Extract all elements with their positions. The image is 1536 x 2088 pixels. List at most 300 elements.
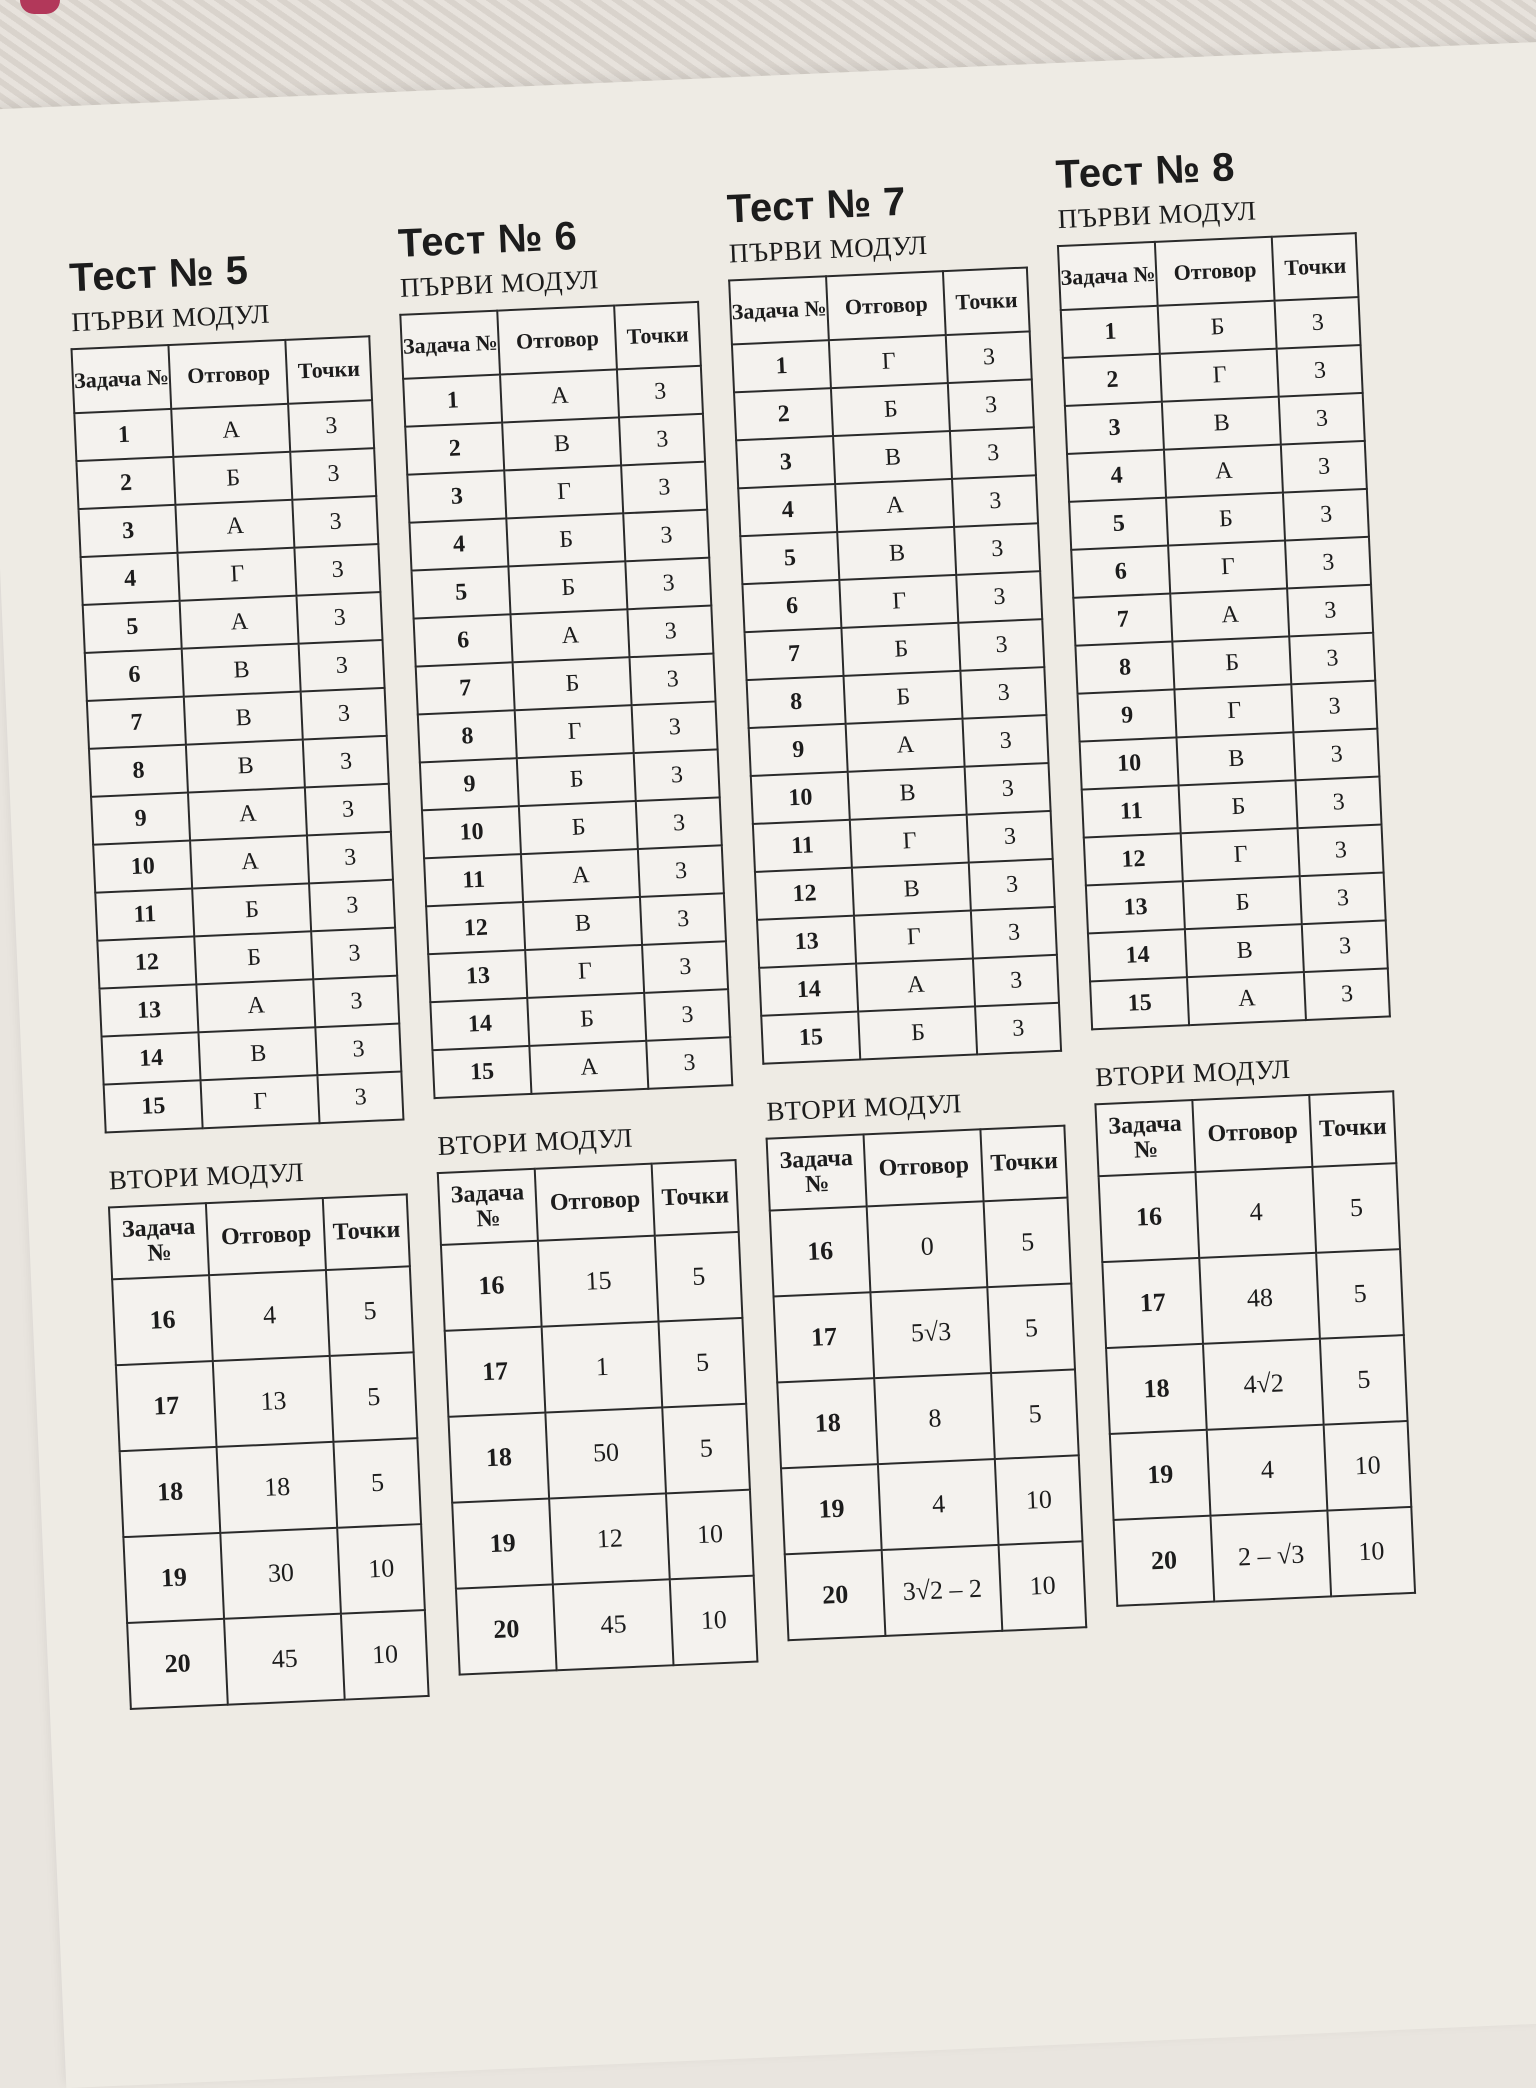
cell-points: 3: [299, 640, 385, 692]
cell-task-number: 20: [785, 1550, 886, 1640]
cell-answer: 4: [1207, 1425, 1328, 1516]
table-row: [127, 1610, 428, 1709]
module-label: ПЪРВИ МОДУЛ: [1057, 195, 1257, 235]
cell-answer: А: [188, 787, 307, 840]
cell-answer: В: [1177, 732, 1296, 785]
header-answer: Отговор: [826, 271, 946, 340]
cell-answer: Г: [854, 911, 973, 964]
cell-task-number: 8: [747, 676, 846, 728]
cell-points: 3: [632, 701, 718, 753]
cell-points: 5: [1320, 1335, 1407, 1425]
header-answer: Отговор: [864, 1129, 984, 1206]
cell-points: 3: [640, 893, 726, 945]
cell-task-number: 3: [407, 470, 506, 522]
cell-task-number: 10: [1080, 737, 1179, 789]
cell-task-number: 7: [416, 662, 515, 714]
cell-task-number: 18: [120, 1447, 221, 1537]
cell-answer: Г: [201, 1075, 320, 1128]
cell-points: 3: [289, 400, 375, 452]
cell-task-number: 6: [85, 649, 184, 701]
header-task: Задача №: [72, 345, 172, 413]
cell-answer: А: [197, 979, 316, 1032]
cell-answer: В: [199, 1027, 318, 1080]
cell-task-number: 12: [755, 868, 854, 920]
cell-points: 3: [961, 667, 1047, 719]
table-row: [452, 1490, 753, 1589]
cell-answer: Б: [509, 561, 628, 614]
cell-answer: Б: [1166, 493, 1285, 546]
cell-answer: 3√2 – 2: [882, 1545, 1003, 1636]
cell-points: 3: [973, 955, 1059, 1007]
cell-answer: В: [186, 739, 305, 792]
header-task: Задача №: [1058, 242, 1158, 310]
cell-points: 5: [326, 1266, 413, 1356]
cell-answer: В: [523, 897, 642, 950]
cell-task-number: 7: [745, 628, 844, 680]
cell-task-number: 2: [76, 457, 175, 509]
table-header-row: [438, 1160, 739, 1245]
cell-points: 10: [341, 1610, 428, 1700]
header-task: Задача №: [109, 1203, 209, 1279]
answer-table: [728, 266, 1062, 1064]
cell-task-number: 11: [424, 854, 523, 906]
cell-points: 3: [620, 414, 706, 466]
cell-task-number: 19: [781, 1464, 882, 1554]
cell-task-number: 13: [99, 984, 198, 1036]
cell-answer: Г: [829, 335, 948, 388]
cell-task-number: 14: [430, 998, 529, 1050]
cell-task-number: 15: [432, 1046, 531, 1098]
cell-points: 5: [1313, 1163, 1400, 1253]
cell-task-number: 9: [749, 724, 848, 776]
table-header-row: [1095, 1091, 1396, 1176]
answer-table: [108, 1193, 430, 1710]
cell-task-number: 13: [1086, 881, 1185, 933]
table-row: [123, 1524, 424, 1623]
cell-points: 3: [307, 832, 393, 884]
cell-task-number: 4: [81, 553, 180, 605]
cell-points: 3: [1281, 441, 1367, 493]
cell-task-number: 6: [414, 614, 513, 666]
cell-points: 3: [1279, 393, 1365, 445]
cell-answer: Б: [1158, 301, 1277, 354]
cell-points: 3: [291, 448, 377, 500]
cell-answer: В: [833, 431, 952, 484]
cell-answer: Б: [858, 1006, 977, 1059]
cell-task-number: 2: [405, 423, 504, 475]
cell-answer: 13: [213, 1356, 334, 1447]
cell-answer: А: [530, 1041, 649, 1094]
cell-task-number: 12: [97, 936, 196, 988]
cell-task-number: 11: [95, 888, 194, 940]
test-title: Тест № 8: [1054, 145, 1236, 198]
table-header-row: [767, 1126, 1068, 1211]
module-label: ВТОРИ МОДУЛ: [1094, 1053, 1292, 1093]
cell-answer: А: [1171, 588, 1290, 641]
carpet-pattern: [20, 0, 60, 14]
cell-points: 3: [950, 427, 1036, 479]
cell-points: 10: [995, 1455, 1082, 1545]
cell-task-number: 4: [738, 484, 837, 536]
cell-points: 3: [297, 592, 383, 644]
header-task: Задача №: [438, 1169, 538, 1245]
cell-answer: А: [172, 404, 291, 457]
cell-task-number: 7: [1073, 594, 1172, 646]
header-points: Точки: [323, 1194, 410, 1270]
module-label: ПЪРВИ МОДУЛ: [399, 264, 600, 303]
header-points: Точки: [652, 1160, 739, 1236]
cell-task-number: 12: [1084, 833, 1183, 885]
cell-points: 3: [645, 989, 731, 1041]
cell-task-number: 10: [422, 806, 521, 858]
cell-points: 5: [334, 1438, 421, 1528]
test-title: Тест № 5: [68, 248, 250, 301]
cell-points: 3: [948, 379, 1034, 431]
cell-answer: А: [835, 479, 954, 532]
cell-answer: 4√2: [1203, 1339, 1324, 1430]
cell-points: 3: [626, 558, 712, 610]
cell-answer: Г: [515, 705, 634, 758]
cell-points: 10: [1328, 1507, 1415, 1597]
cell-points: 3: [638, 845, 724, 897]
cell-points: 3: [312, 928, 398, 980]
table-row: [448, 1404, 749, 1503]
cell-points: 3: [971, 907, 1057, 959]
cell-task-number: 9: [420, 758, 519, 810]
cell-answer: Б: [831, 383, 950, 436]
cell-task-number: 18: [1106, 1344, 1207, 1434]
cell-answer: Б: [528, 993, 647, 1046]
cell-answer: 12: [549, 1493, 670, 1584]
cell-task-number: 13: [757, 916, 856, 968]
cell-answer: А: [176, 500, 295, 553]
cell-answer: Б: [1173, 636, 1292, 689]
cell-task-number: 16: [112, 1275, 213, 1365]
cell-answer: 8: [874, 1373, 995, 1464]
cell-points: 5: [984, 1198, 1071, 1288]
cell-answer: А: [1164, 445, 1283, 498]
table-row: [120, 1438, 421, 1537]
cell-task-number: 1: [74, 409, 173, 461]
cell-points: 5: [659, 1318, 746, 1408]
table-row: [781, 1455, 1082, 1554]
cell-answer: А: [856, 958, 975, 1011]
cell-task-number: 5: [83, 601, 182, 653]
cell-task-number: 5: [740, 532, 839, 584]
cell-task-number: 8: [418, 710, 517, 762]
table-row: [774, 1284, 1075, 1383]
cell-points: 3: [967, 811, 1053, 863]
answer-table: [399, 301, 733, 1099]
table-row: [770, 1198, 1071, 1297]
cell-points: 3: [295, 544, 381, 596]
cell-task-number: 17: [445, 1327, 546, 1417]
cell-answer: Б: [513, 657, 632, 710]
cell-task-number: 14: [759, 964, 858, 1016]
header-task: Задача №: [729, 276, 829, 344]
cell-points: 3: [630, 654, 716, 706]
cell-answer: А: [846, 719, 965, 772]
cell-points: 3: [647, 1037, 733, 1089]
cell-points: 3: [310, 880, 396, 932]
cell-points: 3: [953, 475, 1039, 527]
cell-answer: Б: [517, 753, 636, 806]
cell-points: 3: [305, 784, 391, 836]
cell-task-number: 17: [774, 1292, 875, 1382]
table-row: [777, 1369, 1078, 1468]
cell-points: 3: [1286, 537, 1372, 589]
cell-answer: Б: [842, 623, 961, 676]
cell-answer: Г: [1160, 349, 1279, 402]
cell-points: 5: [1317, 1249, 1404, 1339]
cell-answer: В: [1162, 397, 1281, 450]
cell-task-number: 20: [456, 1584, 557, 1674]
table-row: [1099, 1163, 1400, 1262]
cell-points: 3: [643, 941, 729, 993]
cell-points: 3: [293, 496, 379, 548]
cell-answer: Б: [519, 801, 638, 854]
test-column: [395, 209, 758, 1676]
cell-points: 3: [1292, 681, 1378, 733]
cell-task-number: 18: [777, 1378, 878, 1468]
cell-task-number: 15: [1090, 977, 1189, 1029]
cell-task-number: 2: [734, 388, 833, 440]
cell-answer: 45: [224, 1614, 345, 1705]
cell-task-number: 7: [87, 697, 186, 749]
cell-answer: 1: [542, 1322, 663, 1413]
table-row: [1110, 1421, 1411, 1520]
cell-points: 3: [1296, 777, 1382, 829]
cell-task-number: 10: [751, 772, 850, 824]
cell-task-number: 8: [1075, 641, 1174, 693]
cell-points: 3: [316, 1024, 402, 1076]
cell-points: 3: [624, 510, 710, 562]
cell-task-number: 18: [448, 1413, 549, 1503]
cell-task-number: 14: [1088, 929, 1187, 981]
cell-points: 10: [670, 1576, 757, 1666]
cell-task-number: 1: [732, 340, 831, 392]
cell-points: 3: [1277, 345, 1363, 397]
cell-points: 3: [1290, 633, 1376, 685]
cell-points: 5: [655, 1232, 742, 1322]
header-points: Точки: [286, 336, 372, 404]
cell-points: 3: [301, 688, 387, 740]
cell-answer: 50: [546, 1407, 667, 1498]
cell-points: 3: [957, 571, 1043, 623]
cell-task-number: 20: [127, 1619, 228, 1709]
test-title: Тест № 7: [726, 179, 907, 232]
cell-answer: 4: [878, 1459, 999, 1550]
cell-answer: Б: [195, 931, 314, 984]
cell-points: 3: [314, 976, 400, 1028]
cell-points: 3: [946, 331, 1032, 383]
cell-answer: Б: [1183, 876, 1302, 929]
cell-points: 3: [969, 859, 1055, 911]
table-row: [1102, 1249, 1403, 1348]
cell-task-number: 6: [742, 580, 841, 632]
cell-answer: Г: [850, 815, 969, 868]
cell-points: 5: [991, 1369, 1078, 1459]
cell-task-number: 4: [409, 518, 508, 570]
header-points: Точки: [943, 267, 1029, 335]
cell-answer: 45: [553, 1579, 674, 1670]
cell-task-number: 1: [1061, 306, 1160, 358]
cell-task-number: 9: [1078, 689, 1177, 741]
cell-answer: В: [182, 644, 301, 697]
cell-task-number: 4: [1067, 450, 1166, 502]
cell-points: 10: [666, 1490, 753, 1580]
cell-answer: А: [521, 849, 640, 902]
cell-task-number: 15: [104, 1080, 203, 1132]
cell-answer: В: [838, 527, 957, 580]
header-task: Задача №: [1095, 1100, 1195, 1176]
header-answer: Отговор: [206, 1198, 326, 1275]
cell-points: 3: [628, 606, 714, 658]
cell-answer: 48: [1199, 1253, 1320, 1344]
cell-answer: Г: [505, 465, 624, 518]
cell-points: 3: [1304, 968, 1390, 1020]
cell-answer: В: [852, 863, 971, 916]
cell-points: 10: [338, 1524, 425, 1614]
cell-task-number: 11: [753, 820, 852, 872]
cell-points: 5: [330, 1352, 417, 1442]
cell-points: 3: [1275, 297, 1361, 349]
cell-points: 5: [663, 1404, 750, 1494]
cell-points: 3: [1288, 585, 1374, 637]
header-task: Задача №: [400, 311, 500, 379]
cell-answer: Г: [178, 548, 297, 601]
cell-task-number: 6: [1071, 546, 1170, 598]
cell-answer: А: [190, 835, 309, 888]
cell-answer: В: [184, 692, 303, 745]
cell-points: 10: [999, 1541, 1086, 1631]
cell-answer: В: [1185, 924, 1304, 977]
module-label: ВТОРИ МОДУЛ: [765, 1088, 963, 1127]
cell-answer: А: [180, 596, 299, 649]
cell-task-number: 20: [1114, 1516, 1215, 1606]
answer-table: [70, 335, 404, 1133]
cell-points: 3: [1300, 873, 1386, 925]
header-answer: Отговор: [1155, 237, 1275, 306]
test-column: [724, 175, 1087, 1642]
answer-table: [1057, 232, 1391, 1030]
cell-answer: Б: [1179, 780, 1298, 833]
module-label: ПЪРВИ МОДУЛ: [70, 298, 271, 338]
header-task: Задача №: [767, 1134, 867, 1210]
cell-task-number: 16: [770, 1206, 871, 1296]
cell-answer: Б: [844, 671, 963, 724]
cell-points: 3: [1294, 729, 1380, 781]
cell-answer: 4: [1196, 1167, 1317, 1258]
table-row: [1114, 1507, 1415, 1606]
cell-answer: 15: [538, 1236, 659, 1327]
cell-task-number: 3: [1065, 402, 1164, 454]
test-column: [1053, 140, 1416, 1607]
table-header-row: [109, 1194, 410, 1279]
cell-answer: А: [511, 609, 630, 662]
cell-task-number: 16: [441, 1241, 542, 1331]
table-row: [112, 1266, 413, 1365]
test-column: [66, 243, 429, 1710]
cell-points: 3: [617, 366, 703, 418]
test-title: Тест № 6: [397, 214, 579, 266]
cell-answer: 0: [867, 1201, 988, 1292]
cell-points: 3: [959, 619, 1045, 671]
header-points: Точки: [1310, 1091, 1397, 1167]
cell-points: 3: [976, 1003, 1062, 1055]
header-answer: Отговор: [535, 1164, 655, 1241]
table-row: [785, 1541, 1086, 1640]
cell-task-number: 3: [79, 505, 178, 557]
cell-answer: Г: [525, 945, 644, 998]
cell-task-number: 10: [93, 841, 192, 893]
cell-answer: В: [502, 417, 621, 470]
cell-task-number: 17: [116, 1361, 217, 1451]
cell-task-number: 14: [102, 1032, 201, 1084]
answer-table: [766, 1125, 1088, 1642]
cell-task-number: 5: [1069, 498, 1168, 550]
cell-points: 3: [1283, 489, 1369, 541]
table-row: [1106, 1335, 1407, 1434]
cell-points: 3: [318, 1072, 404, 1124]
table-row: [116, 1352, 417, 1451]
cell-task-number: 9: [91, 793, 190, 845]
cell-answer: А: [500, 369, 619, 422]
header-points: Точки: [981, 1126, 1068, 1202]
cell-points: 3: [303, 736, 389, 788]
cell-points: 3: [965, 763, 1051, 815]
answer-table: [437, 1159, 759, 1676]
cell-task-number: 1: [403, 375, 502, 427]
header-points: Точки: [1272, 233, 1358, 301]
cell-task-number: 5: [412, 566, 511, 618]
cell-answer: 2 – √3: [1211, 1511, 1332, 1602]
answer-table: [1094, 1090, 1416, 1607]
cell-points: 3: [622, 462, 708, 514]
cell-answer: 18: [217, 1442, 338, 1533]
cell-answer: Г: [1175, 684, 1294, 737]
cell-points: 3: [1302, 920, 1388, 972]
cell-task-number: 17: [1102, 1258, 1203, 1348]
cell-task-number: 16: [1099, 1172, 1200, 1262]
cell-points: 10: [1324, 1421, 1411, 1511]
cell-answer: А: [1187, 972, 1306, 1025]
header-answer: Отговор: [498, 306, 618, 375]
cell-task-number: 11: [1082, 785, 1181, 837]
table-row: [456, 1576, 757, 1675]
cell-answer: Г: [840, 575, 959, 628]
cell-answer: Б: [174, 452, 293, 505]
cell-points: 3: [1298, 825, 1384, 877]
cell-task-number: 19: [452, 1498, 553, 1588]
cell-task-number: 19: [1110, 1430, 1211, 1520]
cell-answer: В: [848, 767, 967, 820]
cell-points: 3: [955, 523, 1041, 575]
cell-task-number: 2: [1063, 354, 1162, 406]
header-points: Точки: [615, 302, 701, 370]
cell-answer: Г: [1181, 828, 1300, 881]
cell-answer: 30: [221, 1528, 342, 1619]
cell-task-number: 3: [736, 436, 835, 488]
module-label: ВТОРИ МОДУЛ: [108, 1156, 305, 1196]
table-row: [445, 1318, 746, 1417]
module-label: ВТОРИ МОДУЛ: [436, 1122, 634, 1162]
cell-answer: Г: [1168, 540, 1287, 593]
cell-points: 3: [636, 797, 722, 849]
cell-points: 5: [988, 1284, 1075, 1374]
cell-points: 3: [963, 715, 1049, 767]
header-answer: Отговор: [1193, 1095, 1313, 1172]
